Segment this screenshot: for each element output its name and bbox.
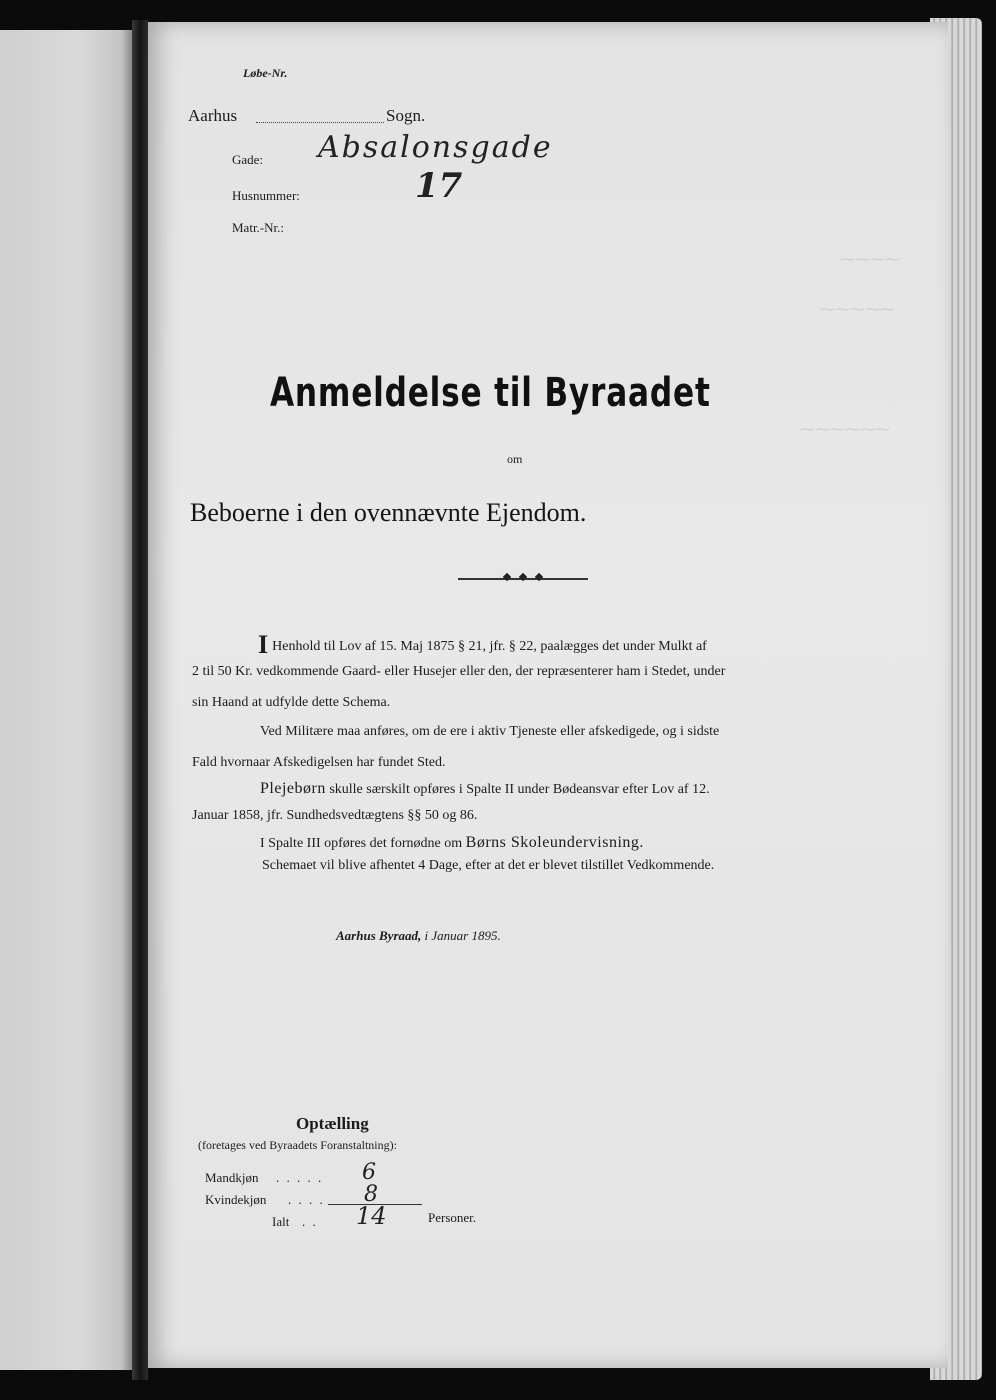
instruction-para-3-line-2: Januar 1858, jfr. Sundhedsvedtægtens §§ 50 og 86. (192, 808, 478, 823)
instruction-para-2-line-1: Ved Militære maa anføres, om de ere i aktiv Tjeneste eller afskedigede, og i sidste (260, 724, 720, 739)
document-title: Anmeldelse til Byraadet (270, 370, 711, 416)
count-heading: Optælling (296, 1114, 369, 1133)
bleed-through-text: ⁓⁓⁓⁓⁓ (820, 300, 895, 318)
parish-name: Aarhus (188, 106, 238, 125)
issuing-authority: Aarhus Byraad, i Januar 1895. (336, 928, 501, 943)
total-label: Ialt (272, 1214, 290, 1229)
matr-nr-label: Matr.-Nr.: (232, 220, 284, 235)
house-number-handwritten: 17 (415, 166, 463, 206)
street-value-handwritten: Absalonsgade (318, 130, 553, 165)
instruction-para-1-line-1: I Henhold til Lov af 15. Maj 1875 § 21, jfr. § 22, paalægges det under Mulkt af (258, 630, 707, 659)
house-number-label: Husnummer: (232, 188, 300, 203)
parish-suffix: Sogn. (386, 106, 426, 125)
instruction-para-3-line-1: Plejebørn skulle særskilt opføres i Spalte II under Bødeansvar efter Lov af 12. (260, 780, 710, 797)
ornament-divider (458, 578, 588, 580)
plejeborn-emphasis: Plejebørn (260, 780, 326, 797)
total-count-handwritten: 14 (356, 1202, 387, 1230)
count-note: (foretages ved Byraadets Foranstaltning): (198, 1138, 397, 1152)
male-label: Mandkjøn (205, 1170, 259, 1185)
lobe-nr-label: Løbe-Nr. (243, 66, 288, 80)
parish-dotted-line (256, 122, 384, 123)
female-dots: . . . . (288, 1192, 325, 1207)
street-label: Gade: (232, 152, 264, 167)
total-dots: . . (302, 1214, 318, 1229)
left-page-edge (0, 30, 132, 1370)
instruction-para-2-line-2: Fald hvornaar Afskedigelsen har fundet Sted. (192, 755, 446, 770)
persons-label: Personer. (428, 1210, 477, 1225)
document-subtitle: Beboerne i den ovennævnte Ejendom. (190, 498, 587, 527)
male-count-handwritten: 6 (362, 1160, 376, 1185)
om-word: om (507, 452, 523, 466)
instruction-para-4: I Spalte III opføres det fornødne om Børns Skoleundervisning. (260, 834, 644, 851)
female-count-handwritten: 8 (364, 1182, 378, 1207)
skoleundervisning-emphasis: Børns Skoleundervisning. (465, 834, 644, 851)
male-dots: . . . . . (276, 1170, 324, 1185)
bleed-through-text: ⁓⁓⁓⁓⁓⁓ (800, 420, 890, 438)
instruction-para-1-line-3: sin Haand at udfylde dette Schema. (192, 695, 391, 710)
drop-initial: I (258, 630, 269, 659)
instruction-para-5: Schemaet vil blive afhentet 4 Dage, efter at det er blevet tilstillet Vedkommende. (262, 858, 715, 873)
book-gutter (132, 20, 148, 1380)
bleed-through-text: ⁓⁓⁓⁓ (840, 250, 900, 268)
instruction-para-1-line-2: 2 til 50 Kr. vedkommende Gaard- eller Husejer eller den, der repræsenterer ham i Stedet, under (192, 664, 726, 679)
female-label: Kvindekjøn (205, 1192, 267, 1207)
